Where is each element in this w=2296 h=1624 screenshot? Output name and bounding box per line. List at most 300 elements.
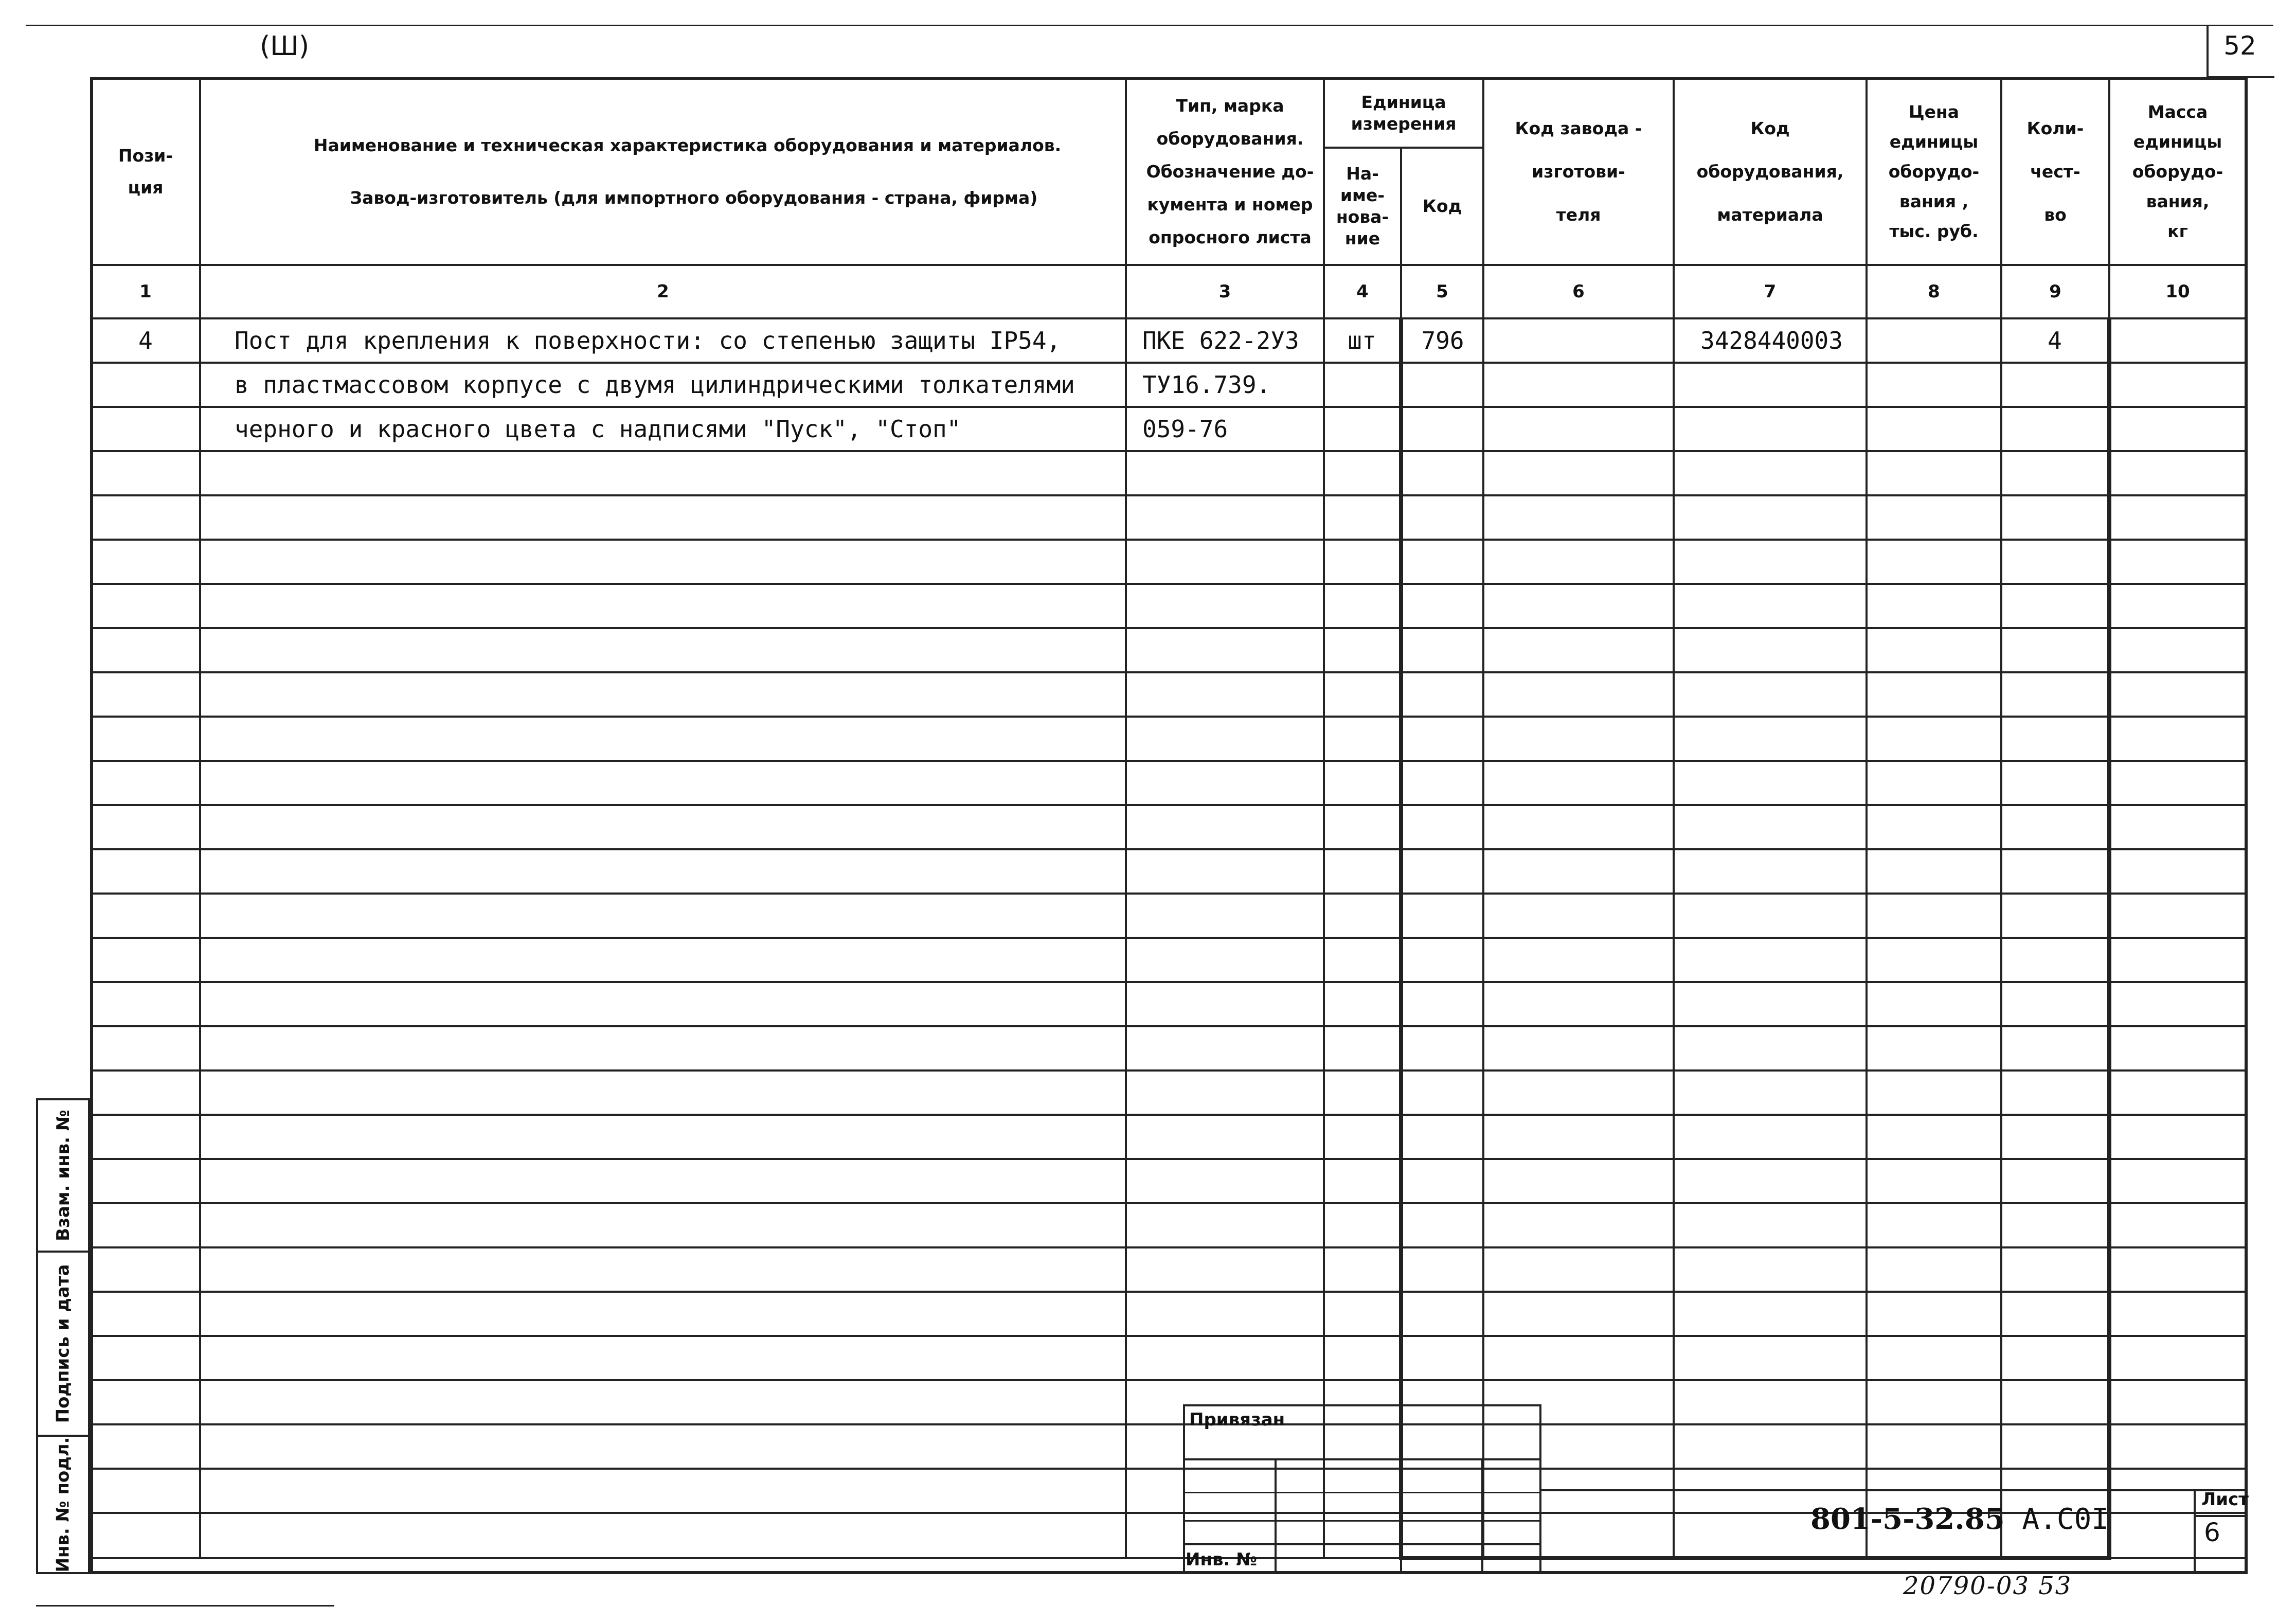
cell-unit [1324, 1115, 1401, 1159]
cell-name [200, 1203, 1126, 1247]
cell-price [1867, 363, 2001, 407]
header-unit-code: Код [1401, 148, 1483, 265]
cell-quantity [2001, 672, 2109, 717]
cell-mass [2109, 761, 2246, 805]
header-equipment-code: Код оборудования, материала [1674, 78, 1867, 265]
sheet-label: Лист [2201, 1489, 2249, 1510]
cell-price [1867, 849, 2001, 894]
cell-position [91, 761, 200, 805]
cell-factory-code [1483, 1115, 1674, 1159]
header-factory-code: Код завода - изготови- теля [1483, 78, 1674, 265]
cell-factory-code [1483, 451, 1674, 495]
cell-factory-code [1483, 495, 1674, 540]
cell-position [91, 672, 200, 717]
cell-unit-code [1401, 1292, 1483, 1336]
cell-name [200, 495, 1126, 540]
table-row [91, 761, 2246, 805]
cell-position: 4 [91, 318, 200, 363]
cell-price [1867, 1115, 2001, 1159]
table-row [91, 540, 2246, 584]
cell-factory-code [1483, 1336, 1674, 1380]
stamp-replace-inv [36, 1098, 90, 1253]
cell-unit-code [1401, 495, 1483, 540]
cell-name: черного и красного цвета с надписями "Пуск", "Стоп" [200, 407, 1126, 451]
cell-factory-code [1483, 1026, 1674, 1070]
cell-unit [1324, 894, 1401, 938]
cell-price [1867, 1026, 2001, 1070]
cell-quantity [2001, 1115, 2109, 1159]
cell-mass [2109, 363, 2246, 407]
cell-name [200, 584, 1126, 628]
cell-factory-code [1483, 1159, 1674, 1203]
cell-type [1126, 1203, 1324, 1247]
cell-position [91, 451, 200, 495]
table-row [91, 495, 2246, 540]
cell-unit [1324, 1247, 1401, 1292]
cell-type: ПКЕ 622-2УЗ [1126, 318, 1324, 363]
header-row [91, 78, 2246, 148]
cell-unit-code [1401, 451, 1483, 495]
cell-mass [2109, 1513, 2246, 1558]
header-mass: Масса единицы оборудо- вания, кг [2109, 78, 2246, 265]
cell-unit [1324, 451, 1401, 495]
table-row [91, 938, 2246, 982]
cell-position [91, 540, 200, 584]
stamp-orig-inv [36, 1435, 90, 1574]
cell-unit [1324, 363, 1401, 407]
cell-name [200, 1469, 1126, 1513]
cell-equipment-code [1674, 894, 1867, 938]
cell-name [200, 1292, 1126, 1336]
cell-position [91, 1026, 200, 1070]
cell-mass [2109, 1115, 2246, 1159]
col-number: 10 [2109, 265, 2246, 318]
sheet-box-line [2194, 1489, 2196, 1574]
cell-unit [1324, 805, 1401, 849]
cell-quantity [2001, 849, 2109, 894]
table-row [91, 363, 2246, 407]
table-row [91, 1424, 2246, 1469]
cell-type [1126, 1336, 1324, 1380]
cell-mass [2109, 1203, 2246, 1247]
cell-equipment-code [1674, 407, 1867, 451]
cell-mass [2109, 540, 2246, 584]
cell-type [1126, 1247, 1324, 1292]
cell-type [1126, 982, 1324, 1026]
cell-mass [2109, 938, 2246, 982]
cell-factory-code [1483, 363, 1674, 407]
cell-name [200, 1026, 1126, 1070]
cell-name [200, 761, 1126, 805]
cell-price [1867, 407, 2001, 451]
cell-equipment-code [1674, 717, 1867, 761]
cell-unit [1324, 1070, 1401, 1115]
cell-name [200, 805, 1126, 849]
cell-unit-code [1401, 1070, 1483, 1115]
archive-note: 20790-03 53 [1903, 1572, 2072, 1600]
cell-quantity [2001, 628, 2109, 672]
cell-name [200, 894, 1126, 938]
cell-price [1867, 584, 2001, 628]
cell-factory-code [1483, 761, 1674, 805]
cell-factory-code [1483, 628, 1674, 672]
cell-unit-code [1401, 849, 1483, 894]
cell-name [200, 540, 1126, 584]
cell-mass [2109, 717, 2246, 761]
cell-equipment-code [1674, 805, 1867, 849]
cell-unit [1324, 1159, 1401, 1203]
cell-unit [1324, 1026, 1401, 1070]
binding-grid-line [1400, 1458, 1402, 1574]
binding-grid-line [1183, 1520, 1541, 1522]
cell-unit-code [1401, 1026, 1483, 1070]
cell-type [1126, 849, 1324, 894]
table-row [91, 672, 2246, 717]
col-number: 5 [1401, 265, 1483, 318]
cell-position [91, 1159, 200, 1203]
binding-label: Привязан [1189, 1409, 1285, 1430]
cell-price [1867, 1159, 2001, 1203]
cell-name [200, 717, 1126, 761]
cell-position [91, 628, 200, 672]
cell-name [200, 1513, 1126, 1558]
cell-equipment-code [1674, 584, 1867, 628]
stamp-sign-date [36, 1251, 90, 1437]
cell-mass [2109, 318, 2246, 363]
cell-unit-code [1401, 1115, 1483, 1159]
cell-equipment-code [1674, 451, 1867, 495]
cell-factory-code [1483, 717, 1674, 761]
cell-type [1126, 628, 1324, 672]
cell-price [1867, 495, 2001, 540]
document-code [1810, 1502, 2109, 1536]
cell-mass [2109, 1380, 2246, 1424]
cell-unit [1324, 1292, 1401, 1336]
cell-quantity [2001, 1159, 2109, 1203]
cell-price [1867, 1203, 2001, 1247]
cell-type [1126, 805, 1324, 849]
page-number: 52 [2223, 31, 2256, 61]
cell-mass [2109, 849, 2246, 894]
col-number: 7 [1674, 265, 1867, 318]
stamp-orig-inv-label: Инв. № подл. [52, 1436, 74, 1573]
col-number: 9 [2001, 265, 2109, 318]
cell-unit-code [1401, 805, 1483, 849]
header-name: Наименование и техническая характеристика оборудования и материалов. Завод-изготовитель (для импортного оборудования - страна, фирма) [200, 78, 1126, 265]
cell-quantity: 4 [2001, 318, 2109, 363]
cell-unit-code [1401, 1247, 1483, 1292]
cell-type [1126, 717, 1324, 761]
cell-position [91, 584, 200, 628]
cell-factory-code [1483, 584, 1674, 628]
table-row [91, 1380, 2246, 1424]
cell-position [91, 1203, 200, 1247]
cell-mass [2109, 584, 2246, 628]
cell-equipment-code [1674, 1159, 1867, 1203]
cell-equipment-code [1674, 761, 1867, 805]
header-quantity: Коли- чест- во [2001, 78, 2109, 265]
cell-position [91, 894, 200, 938]
col-number: 1 [91, 265, 200, 318]
title-block-line [1541, 1489, 2248, 1491]
cell-position [91, 1247, 200, 1292]
cell-quantity [2001, 805, 2109, 849]
cell-factory-code [1483, 938, 1674, 982]
table-row [91, 717, 2246, 761]
cell-unit [1324, 628, 1401, 672]
cell-mass [2109, 1159, 2246, 1203]
cell-quantity [2001, 1070, 2109, 1115]
cell-type [1126, 584, 1324, 628]
cell-position [91, 1380, 200, 1424]
cell-unit [1324, 672, 1401, 717]
cell-quantity [2001, 1336, 2109, 1380]
cell-quantity [2001, 540, 2109, 584]
cell-position [91, 982, 200, 1026]
cell-equipment-code [1674, 1292, 1867, 1336]
cell-mass [2109, 451, 2246, 495]
cell-position [91, 363, 200, 407]
header-unit-group: Единица измерения [1324, 78, 1483, 148]
cell-equipment-code [1674, 672, 1867, 717]
col-number: 6 [1483, 265, 1674, 318]
cell-quantity [2001, 761, 2109, 805]
cell-type [1126, 451, 1324, 495]
cell-position [91, 1292, 200, 1336]
cell-unit: шт [1324, 318, 1401, 363]
cell-position [91, 1513, 200, 1558]
cell-quantity [2001, 451, 2109, 495]
cell-name [200, 849, 1126, 894]
cell-position [91, 717, 200, 761]
cell-equipment-code: 3428440003 [1674, 318, 1867, 363]
cell-factory-code [1483, 1070, 1674, 1115]
cell-name [200, 1380, 1126, 1424]
binding-grid-line [1275, 1458, 1277, 1574]
cell-equipment-code [1674, 1115, 1867, 1159]
cell-mass [2109, 982, 2246, 1026]
cell-unit [1324, 761, 1401, 805]
cell-position [91, 1070, 200, 1115]
bottom-rule [36, 1605, 334, 1607]
cell-type [1126, 894, 1324, 938]
table-row [91, 1159, 2246, 1203]
cell-price [1867, 938, 2001, 982]
table-row [91, 805, 2246, 849]
cell-unit [1324, 540, 1401, 584]
cell-mass [2109, 1070, 2246, 1115]
cell-mass [2109, 407, 2246, 451]
cell-quantity [2001, 363, 2109, 407]
cell-position [91, 938, 200, 982]
cell-name: Пост для крепления к поверхности: со степенью защиты IP54, [200, 318, 1126, 363]
cell-unit [1324, 584, 1401, 628]
cell-position [91, 805, 200, 849]
cell-type [1126, 938, 1324, 982]
cell-equipment-code [1674, 1380, 1867, 1424]
table-body [91, 318, 2246, 1558]
cell-position [91, 407, 200, 451]
table-row [91, 1336, 2246, 1380]
col-number: 3 [1126, 265, 1324, 318]
cell-price [1867, 1292, 2001, 1336]
column-number-row [91, 265, 2246, 318]
cell-mass [2109, 1336, 2246, 1380]
cell-unit-code [1401, 540, 1483, 584]
binding-grid-line [1183, 1492, 1541, 1493]
cell-quantity [2001, 982, 2109, 1026]
cell-position [91, 1469, 200, 1513]
cell-name [200, 982, 1126, 1026]
cell-mass [2109, 672, 2246, 717]
cell-price [1867, 805, 2001, 849]
cell-unit-code [1401, 1336, 1483, 1380]
cell-factory-code [1483, 1203, 1674, 1247]
cell-equipment-code [1674, 1070, 1867, 1115]
cell-price [1867, 1336, 2001, 1380]
cell-unit-code [1401, 717, 1483, 761]
cell-equipment-code [1674, 982, 1867, 1026]
cell-type [1126, 1026, 1324, 1070]
col-number: 4 [1324, 265, 1401, 318]
cell-price [1867, 540, 2001, 584]
cell-mass [2109, 628, 2246, 672]
cell-name [200, 1247, 1126, 1292]
cell-price [1867, 1380, 2001, 1424]
cell-price [1867, 318, 2001, 363]
inv-label: Инв. № [1186, 1549, 1258, 1570]
cell-mass [2109, 1026, 2246, 1070]
header-position: Пози- ция [91, 78, 200, 265]
table-row [91, 407, 2246, 451]
document-code-main: 801-5-32.85 [1810, 1502, 2005, 1536]
cell-unit-code [1401, 584, 1483, 628]
binding-grid-line [1481, 1458, 1483, 1574]
table-row [91, 849, 2246, 894]
cell-factory-code [1483, 805, 1674, 849]
cell-unit [1324, 938, 1401, 982]
cell-unit [1324, 849, 1401, 894]
cell-unit [1324, 717, 1401, 761]
cell-price [1867, 717, 2001, 761]
cell-price [1867, 982, 2001, 1026]
cell-name [200, 1159, 1126, 1203]
binding-grid-line [1183, 1543, 1541, 1545]
cell-quantity [2001, 1380, 2109, 1424]
cell-price [1867, 628, 2001, 672]
cell-unit [1324, 495, 1401, 540]
cell-name: в пластмассовом корпусе с двумя цилиндрическими толкателями [200, 363, 1126, 407]
cell-name [200, 938, 1126, 982]
cell-mass [2109, 495, 2246, 540]
cell-unit [1324, 982, 1401, 1026]
cell-quantity [2001, 584, 2109, 628]
cell-name [200, 672, 1126, 717]
cell-quantity [2001, 1247, 2109, 1292]
table-row [91, 451, 2246, 495]
cell-unit-code [1401, 938, 1483, 982]
cell-quantity [2001, 717, 2109, 761]
cell-unit-code [1401, 894, 1483, 938]
cell-unit-code [1401, 628, 1483, 672]
cell-unit [1324, 407, 1401, 451]
stamp-sign-date-label: Подпись и дата [52, 1264, 74, 1423]
cell-name [200, 1070, 1126, 1115]
cell-unit-code [1401, 982, 1483, 1026]
cell-factory-code [1483, 982, 1674, 1026]
cell-unit-code [1401, 1159, 1483, 1203]
cell-price [1867, 761, 2001, 805]
cell-type [1126, 1070, 1324, 1115]
cell-unit-code [1401, 761, 1483, 805]
cell-unit-code [1401, 363, 1483, 407]
cell-type [1126, 495, 1324, 540]
document-code-suffix: А.С0I [2004, 1503, 2109, 1536]
cell-equipment-code [1674, 1203, 1867, 1247]
cell-mass [2109, 1292, 2246, 1336]
cell-position [91, 495, 200, 540]
cell-mass [2109, 805, 2246, 849]
cell-price [1867, 1424, 2001, 1469]
cell-name [200, 1115, 1126, 1159]
table-row [91, 318, 2246, 363]
cell-mass [2109, 1247, 2246, 1292]
table-row [91, 1203, 2246, 1247]
table-row [91, 1070, 2246, 1115]
cell-factory-code [1483, 407, 1674, 451]
cell-unit-code [1401, 672, 1483, 717]
cell-unit-code [1401, 1203, 1483, 1247]
cell-name [200, 1424, 1126, 1469]
cell-type: ТУ16.739. [1126, 363, 1324, 407]
binding-grid-line [1183, 1458, 1541, 1460]
cell-name [200, 1336, 1126, 1380]
header-price: Цена единицы оборудо- вания , тыс. руб. [1867, 78, 2001, 265]
cell-equipment-code [1674, 1336, 1867, 1380]
cell-unit-code: 796 [1401, 318, 1483, 363]
cell-factory-code [1483, 1247, 1674, 1292]
sheet-number: 6 [2204, 1518, 2220, 1547]
sheet-box-line [2194, 1515, 2248, 1517]
cell-equipment-code [1674, 495, 1867, 540]
cell-factory-code [1483, 540, 1674, 584]
cell-type [1126, 761, 1324, 805]
cell-unit-code [1401, 407, 1483, 451]
cell-price [1867, 1070, 2001, 1115]
col-number: 8 [1867, 265, 2001, 318]
cell-equipment-code [1674, 849, 1867, 894]
cell-factory-code [1483, 894, 1674, 938]
cell-mass [2109, 1424, 2246, 1469]
cell-quantity [2001, 407, 2109, 451]
cell-factory-code [1483, 849, 1674, 894]
cell-equipment-code [1674, 628, 1867, 672]
cell-unit [1324, 1336, 1401, 1380]
cell-quantity [2001, 894, 2109, 938]
section-mark: (Ш) [260, 31, 310, 62]
cell-name [200, 451, 1126, 495]
cell-mass [2109, 894, 2246, 938]
cell-quantity [2001, 1026, 2109, 1070]
col-number: 2 [200, 265, 1126, 318]
cell-equipment-code [1674, 1247, 1867, 1292]
cell-factory-code [1483, 672, 1674, 717]
cell-quantity [2001, 1424, 2109, 1469]
cell-type [1126, 1159, 1324, 1203]
table-row [91, 1247, 2246, 1292]
table-row [91, 982, 2246, 1026]
cell-factory-code [1483, 1292, 1674, 1336]
